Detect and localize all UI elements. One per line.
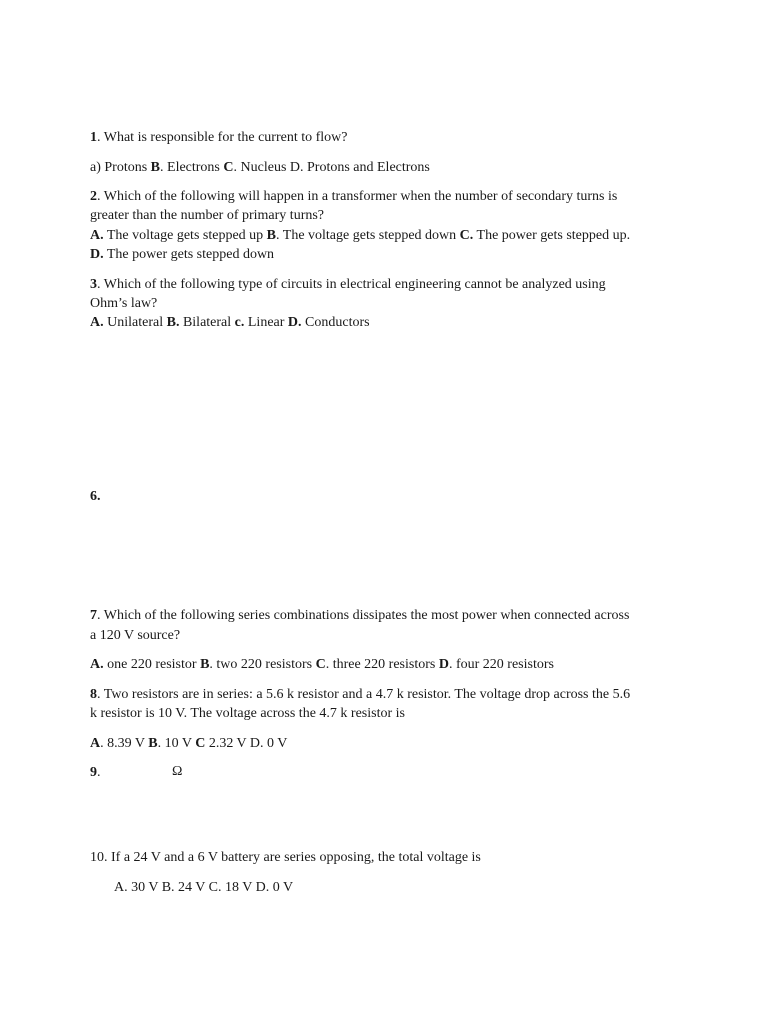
question-1-text: . What is responsible for the current to flow? (97, 130, 348, 145)
question-8-number: 8 (90, 687, 97, 702)
question-8-text-line-1: . Two resistors are in series: a 5.6 k resistor and a 4.7 k resistor. The voltage drop across the 5.6 (97, 687, 631, 702)
question-3-text-line-1: . Which of the following type of circuits in electrical engineering cannot be analyzed using (97, 277, 606, 292)
q8-option-a-text: . 8.39 V (100, 736, 149, 751)
question-9-omega (172, 762, 212, 781)
q2-option-c-label: C. (459, 228, 474, 243)
question-2-option-d (90, 245, 690, 264)
q2-option-c-text: The power gets stepped up. (473, 228, 631, 243)
question-2-line-2 (90, 206, 690, 225)
question-7-text-line-1: . Which of the following series combinations dissipates the most power when connected across (97, 608, 630, 623)
q3-option-a-label: A. (90, 315, 104, 330)
question-9-dot: . (97, 765, 101, 780)
q10-options-text: A. 30 V B. 24 V C. 18 V D. 0 V (114, 880, 294, 895)
question-6-number: 6. (90, 489, 101, 504)
question-3-line-2 (90, 294, 690, 313)
q2-option-b-label: B (266, 228, 277, 243)
q3-option-d-text: Conductors (301, 315, 370, 330)
q7-option-a-text: one 220 resistor (103, 657, 201, 672)
question-2 (90, 187, 690, 206)
q1-option-c-label: C (223, 160, 234, 175)
question-1-number: 1 (90, 130, 97, 145)
q2-option-b-text: . The voltage gets stepped down (276, 228, 460, 243)
q7-option-d-label: D (438, 657, 449, 672)
q7-option-a-label: A. (90, 657, 104, 672)
q2-option-d-label: D. (90, 247, 104, 262)
q7-option-d-text: . four 220 resistors (448, 657, 554, 672)
question-2-text-line-2: greater than the number of primary turns? (90, 208, 325, 223)
q1-option-b-text: . Electrons (160, 160, 224, 175)
question-10-text: 10. If a 24 V and a 6 V battery are series opposing, the total voltage is (90, 850, 481, 865)
omega-symbol: Ω (172, 764, 183, 779)
question-7-text-line-2: a 120 V source? (90, 628, 181, 643)
q1-option-a: a) Protons (90, 160, 151, 175)
q7-option-c-label: C (315, 657, 326, 672)
question-2-number: 2 (90, 189, 97, 204)
question-1-options (90, 158, 690, 177)
q7-option-b-label: B (200, 657, 210, 672)
q3-option-c-label: c. (234, 315, 245, 330)
question-3-options (90, 313, 690, 332)
q2-option-a-label: A. (90, 228, 104, 243)
q3-option-a-text: Unilateral (103, 315, 167, 330)
q1-option-b-label: B (150, 160, 161, 175)
question-7-line-2 (90, 626, 690, 645)
q7-option-b-text: . two 220 resistors (209, 657, 316, 672)
question-8-line-2 (90, 704, 690, 723)
q3-option-d-label: D. (287, 315, 302, 330)
question-2-options-abc (90, 226, 690, 245)
question-3-number: 3 (90, 277, 97, 292)
q8-option-a-label: A (90, 736, 101, 751)
q2-option-d-text: The power gets stepped down (103, 247, 275, 262)
question-3 (90, 275, 690, 294)
q3-option-b-label: B. (166, 315, 180, 330)
q8-option-b-text: . 10 V (157, 736, 196, 751)
question-10 (90, 848, 690, 867)
q7-option-c-text: . three 220 resistors (325, 657, 439, 672)
q8-option-c-text: 2.32 V D. 0 V (205, 736, 288, 751)
question-10-options (114, 878, 714, 897)
question-7 (90, 606, 690, 625)
q2-option-a-text: The voltage gets stepped up (103, 228, 267, 243)
q3-option-b-text: Bilateral (179, 315, 235, 330)
question-1 (90, 128, 690, 147)
q3-option-c-text: Linear (244, 315, 288, 330)
question-8-options (90, 734, 690, 753)
question-9-number: 9 (90, 765, 97, 780)
question-7-options (90, 655, 690, 674)
question-6 (90, 487, 690, 506)
question-7-number: 7 (90, 608, 97, 623)
question-8 (90, 685, 690, 704)
question-3-text-line-2: Ohm’s law? (90, 296, 158, 311)
q8-option-b-label: B (148, 736, 158, 751)
q8-option-c-label: C (195, 736, 206, 751)
question-8-text-line-2: k resistor is 10 V. The voltage across the 4.7 k resistor is (90, 706, 405, 721)
q1-option-c-text: . Nucleus D. Protons and Electrons (233, 160, 430, 175)
question-2-text-line-1: . Which of the following will happen in a transformer when the number of secondary turns is (97, 189, 618, 204)
